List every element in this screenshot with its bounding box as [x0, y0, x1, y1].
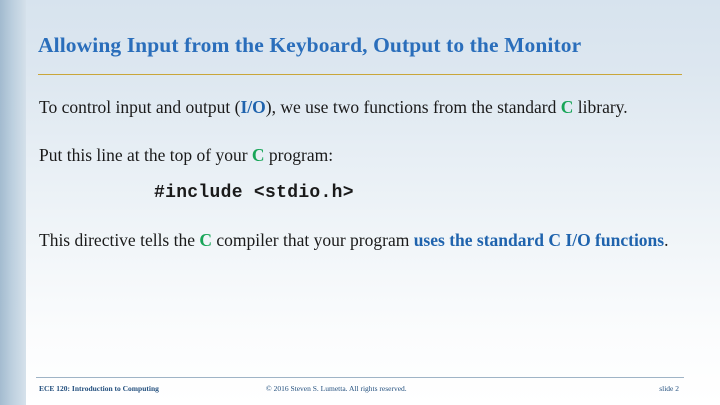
paragraph-intro-io-emphasis: I/O	[240, 97, 266, 117]
paragraph-intro	[39, 96, 679, 119]
paragraph-intro-text-2: ), we use two functions from the standard	[265, 97, 561, 117]
paragraph-explanation	[39, 229, 679, 252]
footer-slide-number: slide 2	[659, 384, 679, 393]
paragraph-instruction	[39, 144, 679, 167]
title-divider	[38, 74, 682, 75]
slide-body	[39, 96, 679, 252]
paragraph-instruction-text-1: Put this line at the top of your	[39, 145, 252, 165]
paragraph-explanation-text-2: compiler that your program	[212, 230, 414, 250]
code-snippet-include: #include <stdio.h>	[154, 183, 354, 203]
slide-left-gradient-band	[0, 0, 26, 405]
paragraph-intro-text-1: To control input and output (	[39, 97, 241, 117]
paragraph-explanation-c-emphasis: C	[199, 230, 213, 250]
paragraph-intro-text-3: library.	[573, 97, 628, 117]
footer-course-label: ECE 120: Introduction to Computing	[39, 384, 159, 393]
title-area	[38, 33, 688, 58]
paragraph-explanation-text-3: .	[664, 230, 669, 250]
paragraph-explanation-emphasis: uses the standard C I/O functions	[413, 230, 665, 250]
paragraph-explanation-text-1: This directive tells the	[39, 230, 200, 250]
footer	[0, 377, 720, 405]
paragraph-instruction-c-emphasis: C	[251, 145, 265, 165]
footer-copyright: © 2016 Steven S. Lumetta. All rights reserved.	[266, 384, 407, 393]
paragraph-instruction-text-2: program:	[264, 145, 334, 165]
page-title: Allowing Input from the Keyboard, Output to the Monitor	[38, 33, 582, 57]
paragraph-intro-c-emphasis: C	[560, 97, 574, 117]
